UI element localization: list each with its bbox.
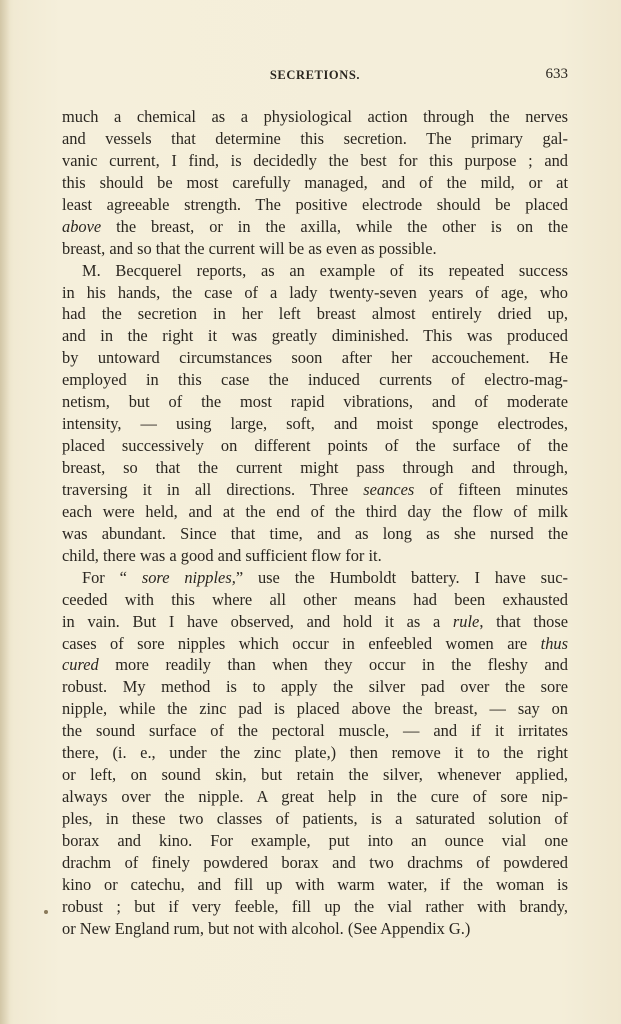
text-line	[62, 830, 568, 852]
text-line	[62, 303, 568, 325]
text-segment: netism, but of the most rapid vibrations, and of moderate	[62, 392, 568, 412]
text-segment: breast, so that the current might pass through and through,	[62, 458, 568, 477]
text-segment: robust ; but if very feeble, fill up the vial rather with brandy,	[62, 896, 568, 916]
text-line	[62, 238, 568, 260]
text-line	[62, 150, 568, 172]
text-line	[62, 128, 568, 150]
text-line	[62, 742, 568, 764]
text-segment: drachm of finely powdered borax and two drachms of powdered	[62, 852, 568, 872]
text-segment: cases of sore nipples which occur in enfeebled women are	[62, 633, 541, 653]
text-segment: more readily than when they occur in the fleshy and	[98, 655, 568, 675]
italic-text: rule	[452, 611, 480, 631]
text-segment: always over the nipple. A great help in the cure of sore nip-	[62, 787, 568, 807]
text-line	[62, 216, 568, 238]
text-line	[62, 654, 568, 676]
text-line	[62, 852, 568, 874]
text-line	[62, 325, 568, 347]
text-segment: borax and kino. For example, put into an ounce vial one	[62, 830, 568, 850]
text-segment: child, there was a good and sufficient flow for it.	[62, 545, 382, 565]
text-line	[62, 369, 568, 391]
text-line	[62, 611, 568, 633]
italic-text: above	[62, 216, 102, 236]
text-line	[62, 633, 568, 655]
body-text	[62, 106, 568, 940]
text-line	[62, 786, 568, 808]
text-segment: nipple, while the zinc pad is placed above the breast, — say on	[62, 699, 568, 719]
text-line	[62, 457, 568, 479]
italic-text: seances	[363, 479, 415, 499]
text-line	[62, 479, 568, 501]
text-segment: ceeded with this where all other means had been exhausted	[62, 589, 568, 609]
text-segment: this should be most carefully managed, and of the mild, or at	[62, 172, 568, 192]
text-segment: or New England rum, but not with alcohol. (See Appendix G.)	[62, 918, 471, 938]
text-segment: by untoward circumstances soon after her accouchement. He	[62, 348, 568, 368]
text-line	[62, 676, 568, 698]
text-line	[62, 764, 568, 786]
text-segment: For “	[82, 567, 142, 587]
text-line	[62, 260, 568, 282]
text-line	[62, 435, 568, 457]
text-segment: had the secretion in her left breast almost entirely dried up,	[62, 304, 568, 324]
text-line	[62, 918, 568, 940]
text-segment: breast, and so that the current will be as even as possible.	[62, 238, 437, 258]
text-line	[62, 413, 568, 435]
text-segment: in his hands, the case of a lady twenty-seven years of age, who	[62, 282, 568, 302]
text-line	[62, 347, 568, 369]
text-line	[62, 567, 568, 589]
italic-text: cured	[62, 655, 99, 675]
text-segment: robust. My method is to apply the silver pad over the sore	[62, 677, 568, 697]
text-line	[62, 194, 568, 216]
text-segment: there, (i. e., under the zinc plate,) then remove it to the right	[62, 743, 568, 763]
italic-text: sore nipples,	[141, 567, 236, 587]
margin-mark	[44, 910, 48, 914]
text-segment: employed in this case the induced currents of electro-mag-	[62, 370, 568, 390]
text-segment: ples, in these two classes of patients, is a saturated solution of	[62, 809, 568, 828]
text-segment: M. Becquerel reports, as an example of its repeated success	[82, 260, 568, 280]
text-line	[62, 896, 568, 918]
text-segment: was abundant. Since that time, and as long as she nursed the	[62, 523, 568, 543]
text-line	[62, 391, 568, 413]
text-segment: the sound surface of the pectoral muscle, — and if it irritates	[62, 721, 568, 741]
text-segment: each were held, and at the end of the third day the flow of milk	[62, 501, 568, 521]
text-line	[62, 874, 568, 896]
text-line	[62, 501, 568, 523]
text-line	[62, 282, 568, 304]
text-segment: kino or catechu, and fill up with warm water, if the woman is	[62, 874, 568, 894]
text-line	[62, 545, 568, 567]
text-line	[62, 698, 568, 720]
text-segment: and in the right it was greatly diminished. This was produced	[62, 326, 568, 346]
running-head: SECRETIONS.	[269, 68, 361, 82]
text-segment: traversing it in all directions. Three	[62, 479, 364, 499]
text-line	[62, 589, 568, 611]
text-line	[62, 172, 568, 194]
page-number: 633	[545, 66, 568, 82]
text-segment: in vain. But I have observed, and hold it as a	[62, 611, 453, 631]
italic-text: thus	[540, 633, 568, 653]
page-header	[62, 66, 568, 86]
text-segment: and vessels that determine this secretion. The primary gal-	[62, 128, 568, 148]
text-segment: the breast, or in the axilla, while the other is on the	[101, 216, 568, 236]
text-segment: intensity, — using large, soft, and moist sponge electrodes,	[62, 414, 568, 434]
text-line	[62, 523, 568, 545]
text-segment: ” use the Humboldt battery. I have suc-	[235, 567, 568, 587]
text-line	[62, 808, 568, 830]
text-segment: vanic current, I find, is decidedly the best for this purpose ; and	[62, 150, 568, 170]
text-line	[62, 720, 568, 742]
text-segment: placed successively on different points of the surface of the	[62, 436, 568, 456]
page-edge-shadow	[0, 0, 10, 1024]
text-segment: least agreeable strength. The positive electrode should be placed	[62, 194, 568, 214]
text-segment: or left, on sound skin, but retain the silver, whenever applied,	[62, 765, 568, 785]
text-segment: much a chemical as a physiological action through the nerves	[62, 107, 568, 126]
text-segment: of fifteen minutes	[414, 479, 568, 499]
text-line	[62, 106, 568, 128]
text-segment: , that those	[479, 611, 568, 631]
